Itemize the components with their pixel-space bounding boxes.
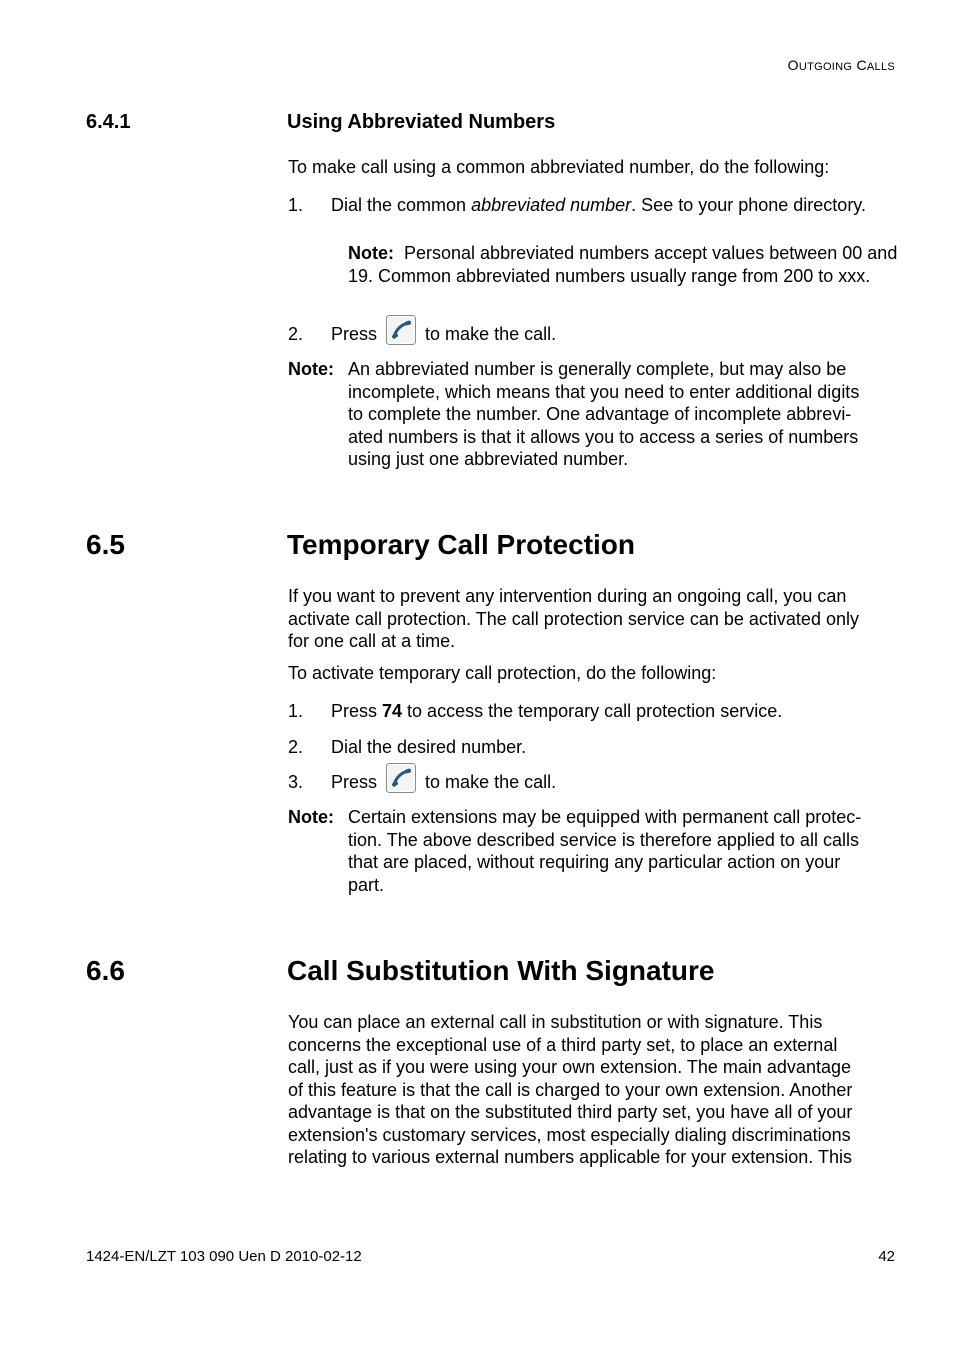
section-title: Call Substitution With Signature <box>287 955 715 986</box>
intro-paragraph: To make call using a common abbreviated number, do the following: <box>288 157 830 177</box>
step-number: 2. <box>288 324 304 344</box>
handset-key-icon <box>386 763 416 793</box>
note-label: Note: <box>288 359 334 379</box>
step-text: Press to make the call. <box>331 323 901 347</box>
paragraph: You can place an external call in substitution or with signature. This concerns the exceptional use of a third party set, to place an external call, just as if you were using your own extension. The main advantage of this feature is that the call is charged to your own extension. Another advantage is that on the substituted third party set, you have all of your extension's customary services, most especially dialing discriminations relating to various external numbers applicable for your extension. This <box>288 1012 853 1167</box>
step-number: 2. <box>288 737 304 757</box>
note-body: An abbreviated number is generally complete, but may also be incomplete, which means that you need to enter additional digits to complete the number. One advantage of incomplete abbrevi- ated numbers is that it allows you to access a series of numbers using just one abbreviated number. <box>348 359 860 469</box>
footer-doc-id: 1424-EN/LZT 103 090 Uen D 2010-02-12 <box>86 1248 362 1265</box>
section-title: Temporary Call Protection <box>287 529 636 560</box>
step-text: Press 74 to access the temporary call protection service. <box>331 701 783 721</box>
handset-key-icon <box>386 315 416 345</box>
section-number: 6.4.1 <box>86 111 131 133</box>
step-number: 3. <box>288 772 304 792</box>
section-number: 6.6 <box>86 955 125 986</box>
step-number: 1. <box>288 701 304 721</box>
paragraph: To activate temporary call protection, do the following: <box>288 663 717 683</box>
page-number: 42 <box>878 1248 895 1265</box>
paragraph: If you want to prevent any intervention during an ongoing call, you can activate call protection. The call protection service can be activated only for one call at a time. <box>288 586 859 651</box>
step-text: Dial the desired number. <box>331 737 527 757</box>
section-number: 6.5 <box>86 529 125 560</box>
running-header: OUTGOING CALLS <box>787 57 895 73</box>
note-label: Note: <box>288 807 334 827</box>
inline-note: Note: Personal abbreviated numbers accept values between 00 and 19. Common abbreviated numbers usually range from 200 to xxx. <box>348 243 903 286</box>
note-body: Certain extensions may be equipped with permanent call protec- tion. The above described service is therefore applied to all calls that are placed, without requiring any particular action on your part. <box>348 807 862 895</box>
step-number: 1. <box>288 195 304 215</box>
step-text: Dial the common abbreviated number. See to your phone directory. <box>331 195 866 215</box>
step-text: Press to make the call. <box>331 771 901 795</box>
section-title: Using Abbreviated Numbers <box>287 111 556 133</box>
